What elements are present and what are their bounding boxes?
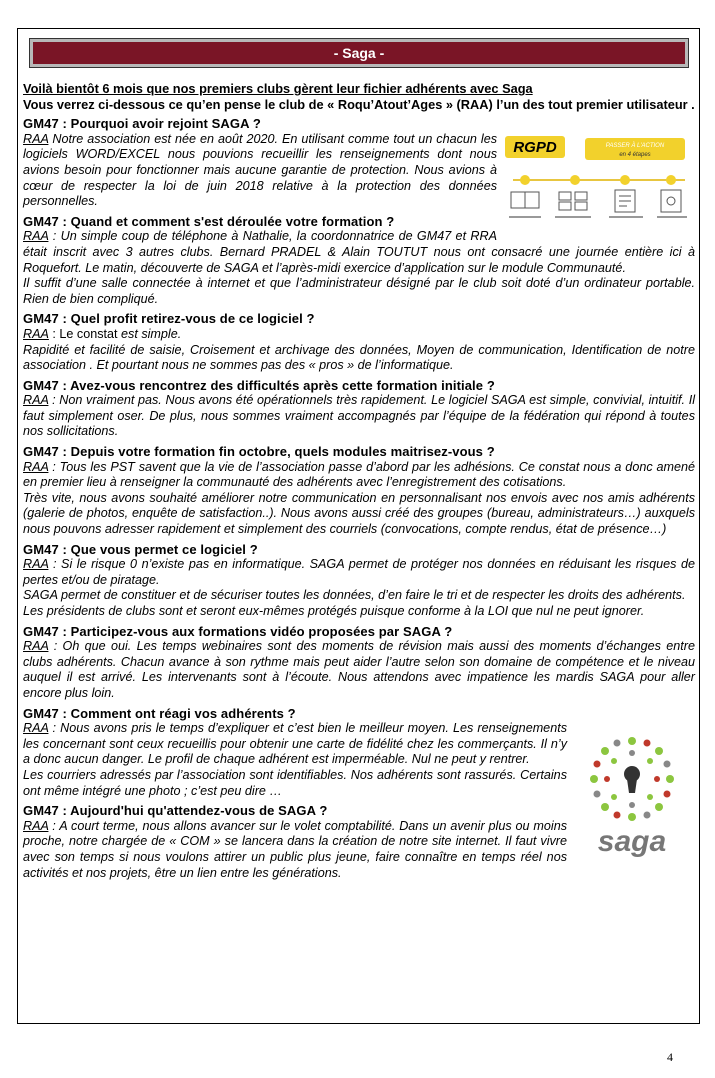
- answer-5: RAA : Tous les PST savent que la vie de l’association passe d’abord par les adhésions. Ce constat nous a donc amené en premier lieu à renseigner la communauté des adhérents avec l’enregistrement des cotisations. Très vite, nous avons souhaité améliorer notre communication en personnalisant nos envois avec nos amis adhérents (galerie de photos, enquête de satisfaction..). Nous avons aussi créé des groupes (bureau, administrateurs…) auxquels nous pouvons adresser rapidement et simplement des courriels (convocations, compte rendus, état de présence…): [23, 459, 695, 537]
- intro-title: Voilà bientôt 6 mois que nos premiers clubs gèrent leur fichier adhérents avec Saga: [23, 81, 533, 96]
- answer-8: saga RAA : Nous avons pris le temps d’expliquer et c’est bien le meilleur moyen. Les renseignements les concernant sont ceux recueillis pour obtenir une carte de fidélité chez les commerçants. Il n’y a donc aucun danger. Le profil de chaque adhérent est imperméable. Nul ne peut y rentrer. Les courriers adressés par l’association sont identifiables. Nos adhérents sont rassurés. Certains ont même intégré une photo ; c’est peu dire …: [23, 721, 695, 799]
- rgpd-badge-text: RGPD: [513, 138, 557, 156]
- page-frame: [17, 28, 700, 1024]
- answer-4: RAA : Non vraiment pas. Nous avons été opérationnels très rapidement. Le logiciel SAGA est simple, convivial, intuitif. Il faut simplement oser. De plus, nous sommes vraiment accompagnés par l’équipe de la fédération qui répond à toutes nos sollicitations.: [23, 393, 695, 439]
- rgpd-panel-title: PASSER À L'ACTION: [605, 142, 665, 149]
- question-9: GM47 : Aujourd'hui qu'attendez-vous de SAGA ?: [23, 803, 328, 819]
- answer-2: RAA : Un simple coup de téléphone à Nathalie, la coordonnatrice de GM47 et RRA était inscrit avec 3 autres clubs. Bernard PRADEL & Alain TOUTUT nous ont consacré une journée entière ici à Roquefort. Le matin, découverte de SAGA et l’après-midi exercice d’application sur le module Communauté. Il suffit d’une salle connectée à internet et que l’administrateur désigné par le club soit doté d’un ordinateur portable. Rien de bien compliqué.: [23, 229, 695, 306]
- question-5: GM47 : Depuis votre formation fin octobre, quels modules maitrisez-vous ?: [23, 444, 495, 460]
- raa-label: RAA: [23, 459, 49, 474]
- section-banner: - Saga -: [30, 39, 688, 67]
- question-3: GM47 : Quel profit retirez-vous de ce logiciel ?: [23, 311, 315, 327]
- question-8: GM47 : Comment ont réagi vos adhérents ?: [23, 705, 296, 721]
- raa-label: RAA: [23, 393, 49, 408]
- page-number: 4: [667, 1050, 673, 1064]
- raa-label: RAA: [23, 229, 49, 244]
- answer-1: RGPD PASSER À L'ACTION en 4 étapes RAA Notre association est née en août 2020. En utilisant comme tout un chacun les logiciels WORD/EXCEL nous pouvions recueillir les renseignements dont nous avions besoin pour fonctionner mais aucune garantie de protection. Nous avions à cœur de respecter la loi de juin 2018 relative à la protection des données personnelles.: [23, 132, 695, 210]
- raa-label: RAA: [23, 326, 49, 341]
- article-content: [23, 81, 695, 881]
- question-2: GM47 : Quand et comment s'est déroulée votre formation ?: [23, 213, 395, 229]
- question-6: GM47 : Que vous permet ce logiciel ?: [23, 541, 258, 557]
- raa-label: RAA: [23, 721, 49, 736]
- rgpd-illustration: [503, 132, 695, 228]
- raa-label: RAA: [23, 131, 49, 146]
- answer-6: RAA : Si le risque 0 n’existe pas en informatique. SAGA permet de protéger nos données en réduisant les risques de pertes et/ou de piratage. SAGA permet de constituer et de sécuriser toutes les données, d’en faire le tri et de respecter les droits des adhérents. Les présidents de clubs sont et seront eux-mêmes protégés puisque conforme à la LOI que nul ne peut ignorer.: [23, 557, 695, 618]
- saga-logo: [573, 727, 691, 859]
- answer-3: RAA : Le constat est simple. Rapidité et facilité de saisie, Croisement et archivage des données, Moyen de communication, Identification de notre association . Et pourtant nous ne sommes pas des « pros » de l’informatique.: [23, 326, 695, 373]
- intro-text: Vous verrez ci-dessous ce qu’en pense le club de « Roqu’Atout’Ages » (RAA) l’un des tout premier utilisateur .: [23, 96, 695, 112]
- answer-7: RAA : Oh que oui. Les temps webinaires sont des moments de révision mais aussi des moments d’échanges entre clubs adhérents. Chacun avance à son rythme mais peut aider l’autre selon son domaine de compétence et le niveau auquel il est arrivé. Les intervenants sont à l’écoute. Nous attendons avec impatience les mardis SAGA pour aller encore plus loin.: [23, 639, 695, 700]
- question-1: GM47 : Pourquoi avoir rejoint SAGA ?: [23, 116, 261, 132]
- question-7: GM47 : Participez-vous aux formations vidéo proposées par SAGA ?: [23, 623, 453, 639]
- raa-label: RAA: [23, 557, 49, 572]
- raa-label: RAA: [23, 639, 49, 654]
- saga-wordmark: saga: [597, 825, 667, 859]
- answer-9: RAA : A court terme, nous allons avancer sur le volet comptabilité. Dans un avenir plus ou moins proche, notre chargée de « COM » se lancera dans la création de notre site internet. Il faut vivre avec son temps si nous voulons attirer un public plus jeune, faire connaître en temps réel nos activités et nos projets, être un lien entre les générations.: [23, 818, 567, 880]
- question-4: GM47 : Avez-vous rencontrez des difficultés après cette formation initiale ?: [23, 377, 495, 393]
- raa-label: RAA: [23, 818, 49, 833]
- rgpd-panel-subtitle: en 4 étapes: [619, 151, 651, 158]
